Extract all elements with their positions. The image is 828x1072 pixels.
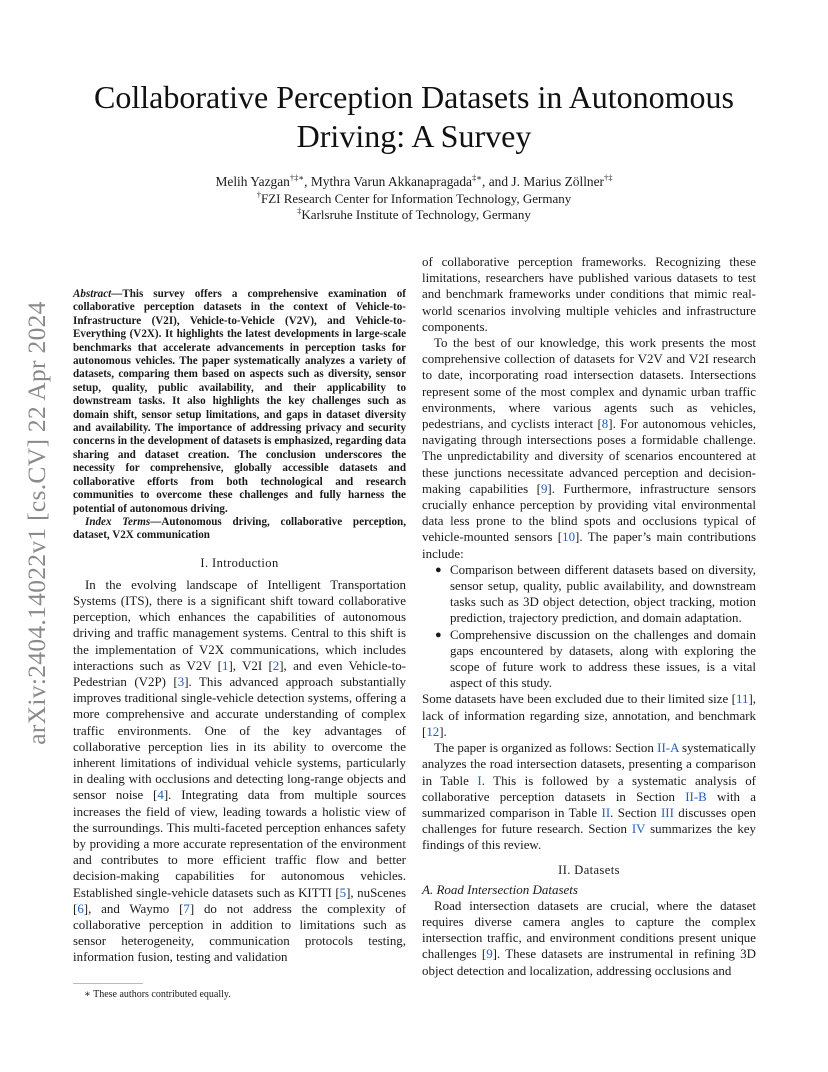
- citation-link[interactable]: II-B: [685, 788, 707, 804]
- right-column: [422, 254, 756, 979]
- citation-link[interactable]: 10: [562, 529, 576, 545]
- text-run: The paper is organized as follows: Section: [434, 740, 658, 756]
- citation-link[interactable]: 11: [735, 691, 749, 707]
- abstract: Abstract—This survey offers a comprehensive examination of collaborative perception datasets in the context of Vehicle-to-Infrastructure (V2I), Vehicle-to-Vehicle (V2V), and Vehicle-to-Everything (V2X). It highlights the latest developments in large-scale benchmarks that accelerate advancements in perception tasks for autonomous vehicles. The paper systematically analyzes a variety of datasets, comparing them based on aspects such as diversity, sensor setup, quality, public availability, and their applicability to downstream tasks. It also highlights the key challenges such as domain shift, sensor setup limitations, and gaps in dataset diversity and availability. The importance of addressing privacy and security concerns in the development of datasets is emphasized, regarding data sharing and dataset creation. The conclusion underscores the necessity for comprehensive, globally accessible datasets and collaborative efforts from both technological and research communities to overcome these challenges and fully harness the potential of autonomous driving.: [73, 288, 406, 515]
- text-run: ]. Furthermore, infrastructure sensors crucially enhance perception by providing vital environmental data less prone to the blind spots and occlusions typical of vehicle-mounted sensors [: [422, 480, 756, 545]
- list-item: ● Comprehensive discussion on the challenges and domain gaps encountered by datasets, along with exploring the scope of future work to address these issues, is a vital aspect of this study.: [435, 626, 756, 691]
- author-1: Melih Yazgan†‡∗,: [215, 172, 311, 189]
- citation-link[interactable]: 9: [486, 946, 493, 962]
- citation-link[interactable]: 2: [272, 657, 280, 673]
- footnote-rule: [73, 983, 143, 984]
- author-3: J. Marius Zöllner†‡: [511, 172, 613, 189]
- text-run: ], lack of information regarding size, annotation, and benchmark [: [422, 691, 756, 739]
- intro-paragraph-1: [73, 577, 406, 966]
- contributions-list: [422, 562, 756, 692]
- right-paragraph-2: [422, 335, 756, 562]
- title-line-1: Collaborative Perception Datasets in Autonomous: [94, 79, 734, 115]
- text-run: . This is followed by a systematic analysis of collaborative perception datasets in Section: [422, 772, 756, 804]
- text-run: systematically analyzes the road intersection datasets, presenting a comparison in Table: [422, 740, 757, 788]
- section-heading-datasets: II. Datasets: [558, 862, 620, 877]
- citation-link[interactable]: II: [601, 804, 611, 820]
- citation-link[interactable]: I: [477, 772, 482, 788]
- text-run: ], V2I [: [228, 657, 273, 673]
- text-run: Some datasets have been excluded due to their limited size [: [422, 691, 736, 707]
- right-paragraph-1: of collaborative perception frameworks. Recognizing these limitations, researchers have published various datasets to test and benchmark frameworks under conditions that mimic real-world scenarios involving multiple vehicles and infrastructure components.: [422, 254, 756, 334]
- citation-link[interactable]: IV: [631, 821, 646, 837]
- text-run: ]. This advanced approach substantially improves traditional single-vehicle detection systems, offering a more comprehensive and accurate understanding of complex traffic environments. One of the key advantages of collaborative perception lies in its ability to overcome the inherent limitations of individual vehicle systems, particularly in dealing with occlusions and detecting long-range objects and sensor noise [: [73, 673, 407, 803]
- text-run: ]. The paper’s main contributions include:: [422, 529, 756, 561]
- text-run: ].: [439, 723, 447, 739]
- author-list: [60, 173, 768, 190]
- text-run: discusses open challenges for future research. Section: [422, 804, 757, 837]
- citation-link[interactable]: 5: [339, 884, 347, 900]
- citation-link[interactable]: 4: [157, 787, 164, 803]
- citation-link[interactable]: II-A: [657, 740, 679, 756]
- paper-title: [60, 78, 768, 156]
- text-run: In the evolving landscape of Intelligent Transportation Systems (ITS), there is a significant shift toward collaborative perception, which enhances the capabilities of autonomous driving and traffic management systems. Central to this shift is the implementation of V2X communications, which includes interactions such as V2V [: [73, 576, 406, 673]
- text-run: with a summarized comparison in Table: [422, 788, 757, 820]
- text-run: summarizes the key findings of this review.: [422, 821, 756, 853]
- citation-link[interactable]: III: [660, 804, 674, 820]
- right-paragraph-3: [422, 691, 756, 740]
- citation-link[interactable]: 1: [222, 657, 229, 673]
- index-terms: Index Terms—Autonomous driving, collaborative perception, dataset, V2X communication: [73, 515, 407, 542]
- author-2: Mythra Varun Akkanapragada‡∗, and: [310, 172, 512, 189]
- citation-link[interactable]: 6: [77, 900, 84, 916]
- text-run: Road intersection datasets are crucial, where the dataset requires diverse camera angles to capture the complex intersection traffic, and environment conditions present unique challenges [: [422, 897, 756, 962]
- citation-link[interactable]: 3: [177, 673, 185, 689]
- citation-link[interactable]: 8: [601, 416, 609, 432]
- text-run: . Section: [610, 804, 661, 820]
- text-run: ]. Integrating data from multiple sources increases the field of view, leading towards a holistic view of the surroundings. This multi-faceted perception enhances safety by providing a more accurate representation of the environment and contributes to more efficient traffic flow and better decision-making capabilities for autonomous vehicles. Established single-vehicle datasets such as KITTI [: [73, 787, 406, 900]
- subsection-heading-road-intersection: A. Road Intersection Datasets: [422, 881, 578, 897]
- text-run: ]. For autonomous vehicles, navigating through intersections poses a formidable challenge. The unpredictability and diversity of scenarios encountered at these junctions necessitate advanced perception and decision-making capabilities [: [422, 416, 756, 496]
- text-run: ], and even Vehicle-to-Pedestrian (V2P) [: [73, 657, 406, 689]
- text-run: ] do not address the complexity of collaborative perception in addition to limitations such as sensor heterogeneity, communication protocols testing, information fusion, testing and validation: [73, 900, 406, 965]
- text-run: ], and Waymo [: [83, 900, 184, 916]
- arxiv-side-stamp: arXiv:2404.14022v1 [cs.CV] 22 Apr 2024: [22, 301, 51, 745]
- citation-link[interactable]: 7: [183, 900, 190, 916]
- text-run: ], nuScenes [: [73, 884, 406, 916]
- text-run: To the best of our knowledge, this work presents the most comprehensive collection of datasets for V2V and V2I research to date, incorporating road intersection datasets. Intersections represent some of the most complex and dynamic urban traffic environments, where various agents such as vehicles, pedestrians, and cyclists interact [: [422, 335, 756, 432]
- citation-link[interactable]: 12: [426, 723, 440, 739]
- affiliation-2: ‡Karlsruhe Institute of Technology, Germany: [297, 205, 531, 222]
- citation-link[interactable]: 9: [540, 480, 548, 496]
- footnote: ∗ These authors contributed equally.: [84, 989, 231, 1000]
- left-column: [73, 288, 406, 966]
- text-run: ]. These datasets are instrumental in refining 3D object detection and localization, addressing occlusions and: [422, 946, 756, 978]
- affiliation-1: †FZI Research Center for Information Technology, Germany: [256, 189, 572, 206]
- right-paragraph-4: [422, 740, 756, 853]
- section-heading-introduction: I. Introduction: [200, 555, 279, 570]
- list-item: ● Comparison between different datasets based on diversity, sensor setup, quality, public availability, and downstream tasks such as 3D object detection, object tracking, motion prediction, trajectory prediction, and domain adaptation.: [435, 561, 756, 626]
- title-line-2: Driving: A Survey: [296, 118, 532, 154]
- right-paragraph-5: [422, 898, 756, 979]
